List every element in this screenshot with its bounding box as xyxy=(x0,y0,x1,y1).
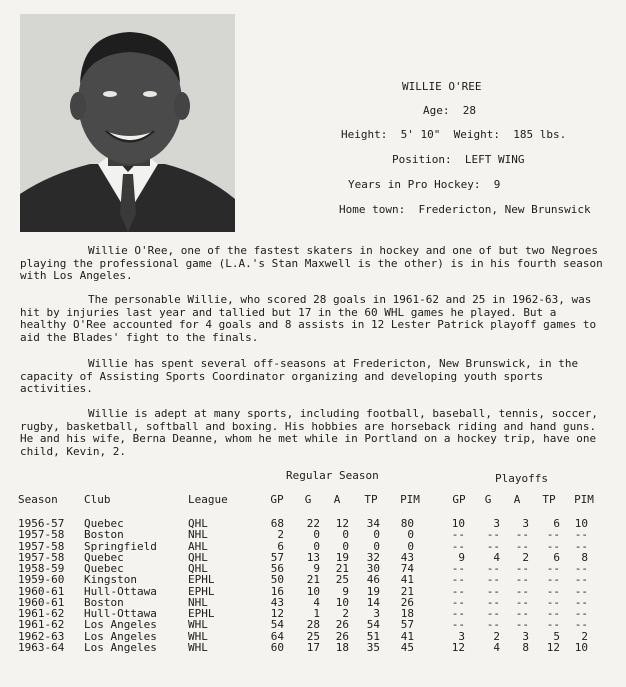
table-cell: 10 xyxy=(335,595,349,609)
table-cell: 0 xyxy=(407,528,414,542)
table-cell: 26 xyxy=(335,629,349,643)
table-cell: 57 xyxy=(400,618,414,632)
table-cell: 6 xyxy=(277,539,284,553)
table-cell: 9 xyxy=(313,562,320,575)
position-value: LEFT WING xyxy=(464,153,525,166)
table-cell: WHL xyxy=(188,640,208,654)
table-cell: 0 xyxy=(373,528,380,542)
player-photo xyxy=(20,14,235,232)
stats-header-g: G xyxy=(304,493,312,506)
table-cell: Los Angeles xyxy=(84,618,157,632)
table-cell: Kingston xyxy=(84,573,137,587)
table-cell: -- xyxy=(451,539,465,553)
table-cell: AHL xyxy=(188,539,208,553)
table-cell: 5 xyxy=(553,629,560,643)
table-cell: -- xyxy=(451,618,465,632)
table-cell: 43 xyxy=(400,550,414,564)
table-cell: Hull-Ottawa xyxy=(84,584,157,598)
table-cell: 45 xyxy=(400,640,414,654)
table-cell: EPHL xyxy=(188,607,215,620)
table-row xyxy=(0,517,626,529)
table-cell: 12 xyxy=(335,517,349,530)
table-cell: -- xyxy=(574,607,588,620)
table-cell: 6 xyxy=(553,550,560,564)
table-cell: 13 xyxy=(306,550,320,564)
table-cell: 2 xyxy=(581,629,588,643)
table-cell: Hull-Ottawa xyxy=(84,607,157,620)
table-row xyxy=(0,585,626,597)
bio-paragraph-3: Willie has spent several off-seasons at Fredericton, New Brunswick, in the capacity of Assisting Sports Coordinator organizing and developing youth sports activities. xyxy=(20,357,579,395)
table-cell: 1958-59 xyxy=(18,562,65,575)
table-cell: -- xyxy=(546,618,560,632)
table-cell: 1960-61 xyxy=(18,595,65,609)
height-value: 5' 10" xyxy=(400,128,441,141)
table-cell: 4 xyxy=(493,550,500,564)
table-cell: 3 xyxy=(493,517,500,530)
table-cell: 56 xyxy=(270,562,284,575)
table-cell: -- xyxy=(515,528,529,542)
table-cell: 19 xyxy=(366,584,380,598)
table-cell: -- xyxy=(546,595,560,609)
table-cell: -- xyxy=(515,539,529,553)
table-cell: 21 xyxy=(400,584,414,598)
table-cell: 3 xyxy=(373,607,380,620)
table-cell: -- xyxy=(486,573,500,587)
table-row xyxy=(0,596,626,608)
table-cell: 32 xyxy=(366,550,380,564)
table-cell: -- xyxy=(574,528,588,542)
table-cell: -- xyxy=(486,528,500,542)
position-line xyxy=(392,153,524,166)
table-row xyxy=(0,641,626,653)
table-cell: NHL xyxy=(188,595,208,609)
table-row xyxy=(0,551,626,563)
table-cell: 25 xyxy=(335,573,349,587)
table-cell: 54 xyxy=(366,618,380,632)
table-cell: 1961-62 xyxy=(18,607,65,620)
years-label: Years in Pro Hockey: xyxy=(348,178,481,191)
table-cell: 1960-61 xyxy=(18,584,65,598)
table-cell: -- xyxy=(451,595,465,609)
table-cell: Springfield xyxy=(84,539,157,553)
years-value: 9 xyxy=(493,178,501,191)
table-cell: QHL xyxy=(188,550,208,564)
stats-header-season: Season xyxy=(18,493,58,506)
table-cell: 0 xyxy=(342,539,349,553)
table-cell: 3 xyxy=(458,629,465,643)
stats-header-row xyxy=(0,493,626,505)
table-cell: 46 xyxy=(366,573,380,587)
table-cell: -- xyxy=(451,562,465,575)
table-cell: -- xyxy=(515,562,529,575)
stats-header-tp: TP xyxy=(364,493,378,506)
table-cell: -- xyxy=(486,584,500,598)
table-cell: 1957-58 xyxy=(18,528,65,542)
table-cell: Quebec xyxy=(84,562,124,575)
player-name: WILLIE O'REE xyxy=(402,80,482,93)
table-cell: 1963-64 xyxy=(18,640,65,654)
hometown-label: Home town: xyxy=(339,203,406,216)
table-cell: -- xyxy=(451,528,465,542)
table-cell: 0 xyxy=(342,528,349,542)
table-cell: 19 xyxy=(335,550,349,564)
table-cell: 0 xyxy=(313,528,320,542)
table-cell: 16 xyxy=(270,584,284,598)
stats-header-pim: PIM xyxy=(400,493,420,506)
hometown-value: Fredericton, New Brunswick xyxy=(418,203,591,216)
table-cell: 10 xyxy=(574,517,588,530)
table-cell: 57 xyxy=(270,550,284,564)
table-cell: 1957-58 xyxy=(18,539,65,553)
table-cell: 74 xyxy=(400,562,414,575)
table-cell: 2 xyxy=(522,550,529,564)
table-cell: 0 xyxy=(313,539,320,553)
bio-paragraph-2: The personable Willie, who scored 28 goals in 1961-62 and 25 in 1962-63, was hit by injuries last year and tallied but 17 in the 60 WHL games he played. But a healthy O'Ree accounted for 4 goals and 8 assists in 12 Lester Patrick playoff games to aid the Blades' fight to the finals. xyxy=(20,293,597,344)
table-cell: -- xyxy=(515,595,529,609)
table-cell: 12 xyxy=(270,607,284,620)
table-cell: 12 xyxy=(451,640,465,654)
table-cell: -- xyxy=(574,595,588,609)
table-cell: -- xyxy=(515,573,529,587)
hometown-line xyxy=(339,203,591,216)
table-cell: Boston xyxy=(84,528,124,542)
table-cell: -- xyxy=(574,573,588,587)
table-cell: -- xyxy=(515,618,529,632)
table-row xyxy=(0,630,626,642)
table-cell: 10 xyxy=(306,584,320,598)
table-cell: 26 xyxy=(335,618,349,632)
table-cell: 17 xyxy=(306,640,320,654)
table-cell: -- xyxy=(486,595,500,609)
table-cell: -- xyxy=(574,618,588,632)
age-line xyxy=(423,104,476,117)
table-cell: 14 xyxy=(366,595,380,609)
table-cell: 25 xyxy=(306,629,320,643)
table-cell: 10 xyxy=(451,517,465,530)
table-cell: 43 xyxy=(270,595,284,609)
table-cell: Los Angeles xyxy=(84,640,157,654)
stats-header-g: G xyxy=(484,493,492,506)
table-cell: 41 xyxy=(400,629,414,643)
bio-paragraph-1: Willie O'Ree, one of the fastest skaters in hockey and one of but two Negroes playing the professional game (L.A.'s Stan Maxwell is the other) is in his fourth season with Los Angeles. xyxy=(20,244,603,282)
table-cell: Quebec xyxy=(84,517,124,530)
weight-label: Weight: xyxy=(453,128,500,141)
table-cell: 30 xyxy=(366,562,380,575)
stats-header-a: A xyxy=(513,493,521,506)
table-cell: -- xyxy=(486,618,500,632)
table-cell: 1 xyxy=(313,607,320,620)
table-row xyxy=(0,573,626,585)
height-label: Height: xyxy=(341,128,388,141)
playoffs-title: Playoffs xyxy=(495,472,548,485)
table-cell: 3 xyxy=(522,629,529,643)
table-cell: QHL xyxy=(188,562,208,575)
stats-header-gp: GP xyxy=(270,493,284,506)
table-cell: -- xyxy=(546,584,560,598)
age-label: Age: xyxy=(423,104,450,117)
table-cell: 2 xyxy=(342,607,349,620)
table-cell: EPHL xyxy=(188,573,215,587)
table-cell: -- xyxy=(546,573,560,587)
age-value: 28 xyxy=(462,104,476,117)
table-cell: Boston xyxy=(84,595,124,609)
table-cell: 0 xyxy=(373,539,380,553)
table-cell: 3 xyxy=(522,517,529,530)
table-cell: 9 xyxy=(458,550,465,564)
stats-header-club: Club xyxy=(84,493,111,506)
portrait-image xyxy=(20,14,235,232)
table-cell: 54 xyxy=(270,618,284,632)
table-cell: EPHL xyxy=(188,584,215,598)
table-cell: 2 xyxy=(277,528,284,542)
stats-header-tp: TP xyxy=(542,493,556,506)
stats-header-a: A xyxy=(333,493,341,506)
table-cell: 10 xyxy=(574,640,588,654)
table-cell: 1957-58 xyxy=(18,550,65,564)
bio-paragraph-4: Willie is adept at many sports, including football, baseball, tennis, soccer, rugby, basketball, softball and boxing. His hobbies are horseback riding and hand guns. He and his wife, Berna Deanne, whom he met while in Portland on a hockey trip, have one child, Kevin, 2. xyxy=(20,407,598,458)
table-cell: WHL xyxy=(188,618,208,632)
table-cell: 35 xyxy=(366,640,380,654)
table-cell: -- xyxy=(451,584,465,598)
table-cell: 80 xyxy=(400,517,414,530)
table-cell: 41 xyxy=(400,573,414,587)
table-cell: 34 xyxy=(366,517,380,530)
table-cell: 64 xyxy=(270,629,284,643)
table-cell: 4 xyxy=(493,640,500,654)
position-label: Position: xyxy=(392,153,452,166)
table-cell: 21 xyxy=(306,573,320,587)
table-cell: -- xyxy=(515,584,529,598)
regular-season-title: Regular Season xyxy=(286,469,379,482)
table-cell: 60 xyxy=(270,640,284,654)
table-cell: -- xyxy=(486,607,500,620)
table-cell: -- xyxy=(546,528,560,542)
table-row xyxy=(0,562,626,574)
table-cell: Quebec xyxy=(84,550,124,564)
table-cell: -- xyxy=(451,607,465,620)
table-cell: 21 xyxy=(335,562,349,575)
table-cell: -- xyxy=(546,607,560,620)
table-cell: -- xyxy=(451,573,465,587)
table-cell: 50 xyxy=(270,573,284,587)
years-line xyxy=(348,178,500,191)
weight-value: 185 lbs. xyxy=(513,128,567,141)
table-cell: 18 xyxy=(335,640,349,654)
table-cell: 6 xyxy=(553,517,560,530)
table-cell: 18 xyxy=(400,607,414,620)
table-cell: -- xyxy=(546,562,560,575)
table-cell: WHL xyxy=(188,629,208,643)
table-cell: NHL xyxy=(188,528,208,542)
table-cell: Los Angeles xyxy=(84,629,157,643)
height-weight-line xyxy=(341,128,566,141)
table-cell: -- xyxy=(574,562,588,575)
table-cell: 9 xyxy=(342,584,349,598)
table-cell: -- xyxy=(486,539,500,553)
table-cell: 26 xyxy=(400,595,414,609)
table-row xyxy=(0,618,626,630)
table-row xyxy=(0,540,626,552)
table-cell: 28 xyxy=(306,618,320,632)
table-cell: 1961-62 xyxy=(18,618,65,632)
table-cell: 51 xyxy=(366,629,380,643)
table-row xyxy=(0,607,626,619)
table-cell: -- xyxy=(546,539,560,553)
table-cell: 12 xyxy=(546,640,560,654)
stats-header-pim: PIM xyxy=(574,493,594,506)
table-cell: 8 xyxy=(581,550,588,564)
table-cell: 1956-57 xyxy=(18,517,65,530)
table-cell: -- xyxy=(574,539,588,553)
table-cell: 4 xyxy=(313,595,320,609)
table-cell: 1962-63 xyxy=(18,629,65,643)
table-cell: QHL xyxy=(188,517,208,530)
table-cell: -- xyxy=(574,584,588,598)
table-cell: 8 xyxy=(522,640,529,654)
table-row xyxy=(0,528,626,540)
stats-header-league: League xyxy=(188,493,228,506)
stats-header-gp: GP xyxy=(452,493,466,506)
table-cell: 1959-60 xyxy=(18,573,65,587)
table-cell: 2 xyxy=(493,629,500,643)
table-cell: -- xyxy=(515,607,529,620)
table-cell: 68 xyxy=(270,517,284,530)
table-cell: 22 xyxy=(306,517,320,530)
table-cell: 0 xyxy=(407,539,414,553)
table-cell: -- xyxy=(486,562,500,575)
